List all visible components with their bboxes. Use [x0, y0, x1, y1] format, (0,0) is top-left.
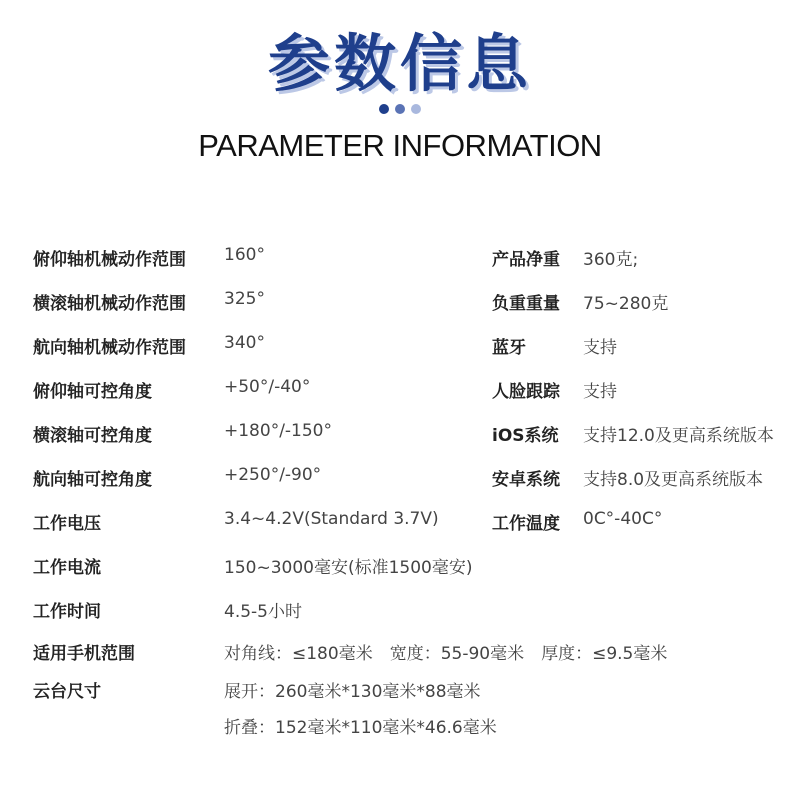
spec-label-current: 工作电流	[33, 558, 101, 578]
spec-value-pitch-control: +50°/-40°	[224, 377, 311, 397]
spec-value-gimbal-unfolded: 展开：260毫米*130毫米*88毫米	[224, 682, 481, 702]
spec-value-yaw-control: +250°/-90°	[224, 465, 322, 485]
spec-label-ios: iOS系统	[492, 426, 559, 446]
spec-value-payload: 75~280克	[583, 294, 669, 314]
decorative-dots	[0, 104, 800, 114]
spec-label-face-tracking: 人脸跟踪	[492, 382, 560, 402]
spec-label-bluetooth: 蓝牙	[492, 338, 526, 358]
spec-value-ios: 支持12.0及更高系统版本	[583, 426, 774, 446]
spec-value-work-time: 4.5-5小时	[224, 602, 302, 622]
spec-label-gimbal-size: 云台尺寸	[33, 682, 101, 702]
spec-label-yaw-control: 航向轴可控角度	[33, 470, 152, 490]
spec-value-net-weight: 360克;	[583, 250, 639, 270]
dot-icon	[395, 104, 405, 114]
spec-label-yaw-range: 航向轴机械动作范围	[33, 338, 186, 358]
spec-label-roll-control: 横滚轴可控角度	[33, 426, 152, 446]
spec-label-pitch-control: 俯仰轴可控角度	[33, 382, 152, 402]
spec-label-voltage: 工作电压	[33, 514, 101, 534]
spec-value-yaw-range: 340°	[224, 333, 265, 353]
spec-value-phone-range: 对角线：≤180毫米 宽度：55-90毫米 厚度：≤9.5毫米	[224, 644, 668, 664]
spec-label-android: 安卓系统	[492, 470, 560, 490]
spec-value-roll-range: 325°	[224, 289, 265, 309]
dot-icon	[379, 104, 389, 114]
page-title: 参数信息	[267, 27, 532, 100]
page-subtitle: PARAMETER INFORMATION	[198, 128, 602, 163]
spec-value-bluetooth: 支持	[583, 338, 617, 358]
spec-label-temperature: 工作温度	[492, 514, 560, 534]
spec-label-roll-range: 横滚轴机械动作范围	[33, 294, 186, 314]
spec-label-net-weight: 产品净重	[492, 250, 560, 270]
spec-label-pitch-range: 俯仰轴机械动作范围	[33, 250, 186, 270]
spec-value-android: 支持8.0及更高系统版本	[583, 470, 764, 490]
spec-label-phone-range: 适用手机范围	[33, 644, 135, 664]
spec-value-face-tracking: 支持	[583, 382, 617, 402]
dot-icon	[411, 104, 421, 114]
spec-value-pitch-range: 160°	[224, 245, 265, 265]
spec-value-temperature: 0C°-40C°	[583, 509, 663, 529]
spec-value-gimbal-folded: 折叠：152毫米*110毫米*46.6毫米	[224, 718, 497, 738]
spec-label-work-time: 工作时间	[33, 602, 101, 622]
spec-value-voltage: 3.4~4.2V(Standard 3.7V)	[224, 509, 439, 529]
spec-value-roll-control: +180°/-150°	[224, 421, 333, 441]
spec-value-current: 150~3000毫安(标准1500毫安)	[224, 558, 473, 578]
spec-label-payload: 负重重量	[492, 294, 560, 314]
